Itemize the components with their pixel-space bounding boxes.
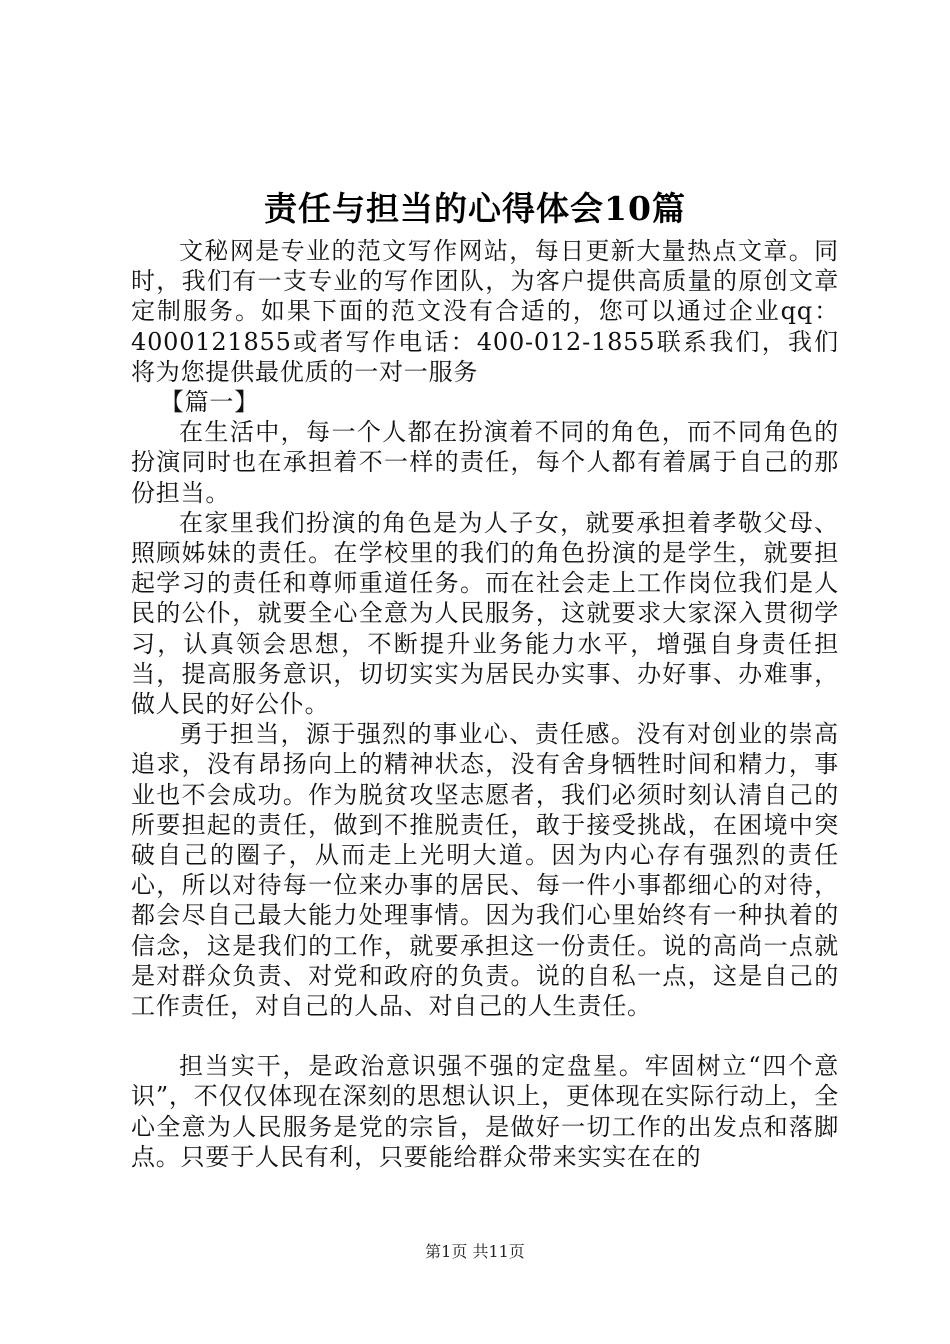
page-footer: 第1页 共11页 [425, 1242, 525, 1261]
intro-paragraph: 文秘网是专业的范文写作网站，每日更新大量热点文章。同时，我们有一支专业的写作团队，为客户提供高质量的原创文章定制服务。如果下面的范文没有合适的，您可以通过企业qq：4000121855或者写作电话：400-012-1855联系我们，我们将为您提供最优质的一对一服务 [131, 237, 839, 386]
body-paragraph: 在家里我们扮演的角色是为人子女，就要承担着孝敬父母、照顾姊妹的责任。在学校里的我们的角色扮演的是学生，就要担起学习的责任和尊师重道任务。而在社会走上工作岗位我们是人民的公仆，就要全心全意为人民服务，这就要求大家深入贯彻学习，认真领会思想，不断提升业务能力水平，增强自身责任担当，提高服务意识，切切实实为居民办实事、办好事、办难事，做人民的好公仆。 [131, 508, 839, 719]
body-paragraph: 担当实干，是政治意识强不强的定盘星。牢固树立“四个意识”，不仅仅体现在深刻的思想认识上，更体现在实际行动上，全心全意为人民服务是党的宗旨，是做好一切工作的出发点和落脚点。只要于人民有利，只要能给群众带来实实在在的 [131, 1052, 839, 1171]
document-body [131, 236, 839, 1172]
document-title: 责任与担当的心得体会10篇 [264, 189, 686, 228]
body-paragraph: 勇于担当，源于强烈的事业心、责任感。没有对创业的崇高追求，没有昂扬向上的精神状态，没有舍身牺牲时间和精力，事业也不会成功。作为脱贫攻坚志愿者，我们必须时刻认清自己的所要担起的责任，做到不推脱责任，敢于接受挑战，在困境中突破自己的圈子，从而走上光明大道。因为内心存有强烈的责任心，所以对待每一位来办事的居民、每一件小事都细心的对待，都会尽自己最大能力处理事情。因为我们心里始终有一种执着的信念，这是我们的工作，就要承担这一份责任。说的高尚一点就是对群众负责、对党和政府的负责。说的自私一点，这是自己的工作责任，对自己的人品、对自己的人生责任。 [131, 720, 839, 1021]
paragraph-spacer [131, 1021, 839, 1051]
section-heading: 【篇一】 [159, 388, 259, 417]
body-paragraph: 在生活中，每一个人都在扮演着不同的角色，而不同角色的扮演同时也在承担着不一样的责任，每个人都有着属于自己的那份担当。 [131, 418, 839, 507]
